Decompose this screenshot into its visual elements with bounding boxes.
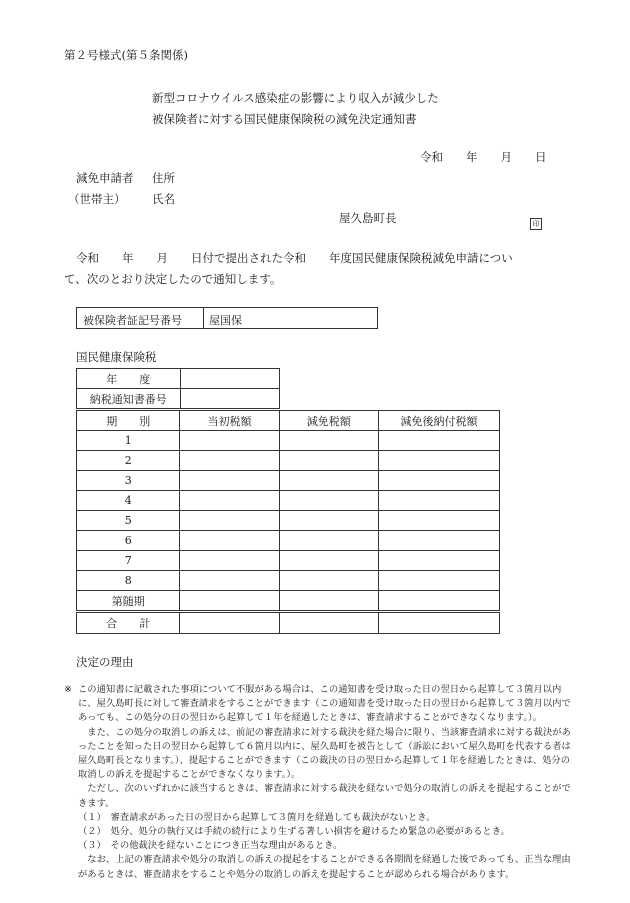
initial-tax-cell[interactable] [180, 531, 279, 551]
note-item-2: （２） 処分、処分の執行又は手続の続行により生ずる著しい損害を避けるため緊急の必要があるとき。 [78, 826, 510, 838]
col-initial-header: 当初税額 [180, 411, 279, 431]
initial-tax-cell[interactable] [180, 511, 279, 531]
reduction-tax-cell[interactable] [279, 591, 378, 612]
name-label: 氏名 [152, 192, 175, 206]
after-tax-cell[interactable] [378, 471, 499, 491]
body-line-2: て、次のとおり決定したので通知します。 [64, 272, 282, 286]
note-item-3: （３） その他裁決を経ないことにつき正当な理由があるとき。 [78, 840, 343, 852]
period-cell: 5 [77, 511, 180, 531]
initial-tax-cell[interactable] [180, 451, 279, 471]
total-reduction-cell[interactable] [279, 612, 378, 634]
table-row [77, 591, 500, 612]
after-tax-cell[interactable] [378, 491, 499, 511]
period-cell: 第随期 [77, 591, 180, 612]
initial-tax-cell[interactable] [180, 551, 279, 571]
tax-section-title: 国民健康保険税 [76, 350, 157, 364]
insured-number-box [76, 307, 378, 329]
period-cell: 4 [77, 491, 180, 511]
period-cell: 7 [77, 551, 180, 571]
initial-tax-cell[interactable] [180, 491, 279, 511]
table-row [77, 431, 500, 451]
after-tax-cell[interactable] [378, 551, 499, 571]
initial-tax-cell[interactable] [180, 431, 279, 451]
note-paragraph-1: この通知書に記載された事項について不服がある場合は、この通知書を受け取った日の翌日から起算して３箇月以内に、屋久島町長に対して審査請求をすることができます（この通知書を受け取った日の翌日から起算して３箇月以内であっても、この処分の日の翌日から起算して１年を経過したときは、審査請求することができなくなります。）。 [78, 684, 571, 724]
table-row [77, 571, 500, 591]
after-tax-cell[interactable] [378, 531, 499, 551]
year-row [77, 369, 280, 389]
reduction-tax-cell[interactable] [279, 531, 378, 551]
col-after-header: 減免後納付税額 [378, 411, 499, 431]
table-row [77, 491, 500, 511]
seal-mark [530, 211, 542, 230]
note-item-1: （１） 審査請求があった日の翌日から起算して３箇月を経過しても裁決がないとき。 [78, 811, 436, 823]
table-row [77, 451, 500, 471]
insured-box-divider [203, 308, 204, 328]
table-row [77, 531, 500, 551]
note-paragraph-4: なお、上記の審査請求や処分の取消しの訴えの提起をすることができる各期間を経過した後であっても、正当な理由があるときは、審査請求をすることや処分の取消しの訴えを提起することが認められる場合があります。 [78, 854, 571, 880]
period-cell: 6 [77, 531, 180, 551]
note-paragraph-3: ただし、次のいずれかに該当するときは、審査請求に対する裁決を経ないで処分の取消しの訴えを提起することができます。 [78, 783, 571, 809]
note-mark: ※ [64, 684, 72, 695]
total-label: 合 計 [77, 612, 180, 634]
title-line-2: 被保険者に対する国民健康保険税の減免決定通知書 [152, 112, 417, 126]
insured-number-label: 被保険者証記号番号 [83, 314, 182, 327]
after-tax-cell[interactable] [378, 451, 499, 471]
reduction-tax-cell[interactable] [279, 451, 378, 471]
period-cell: 1 [77, 431, 180, 451]
tax-amount-table [76, 410, 500, 634]
table-row [77, 551, 500, 571]
form-number: 第２号様式(第５条関係) [64, 48, 188, 62]
reduction-tax-cell[interactable] [279, 491, 378, 511]
table-row [77, 511, 500, 531]
notice-number-value [180, 389, 279, 409]
notice-number-label: 納税通知書番号 [77, 389, 181, 409]
reduction-tax-cell[interactable] [279, 551, 378, 571]
after-tax-cell[interactable] [378, 571, 499, 591]
reduction-tax-cell[interactable] [279, 471, 378, 491]
after-tax-cell[interactable] [378, 511, 499, 531]
initial-tax-cell[interactable] [180, 471, 279, 491]
issue-date: 令和 年 月 日 [420, 150, 547, 164]
reduction-tax-cell[interactable] [279, 431, 378, 451]
seal-char: 印 [530, 218, 542, 230]
reduction-tax-cell[interactable] [279, 571, 378, 591]
address-label: 住所 [152, 171, 175, 185]
notes-section [64, 683, 574, 882]
notice-number-row [77, 389, 280, 409]
year-notice-table [76, 368, 280, 409]
initial-tax-cell[interactable] [180, 571, 279, 591]
title-line-1: 新型コロナウイルス感染症の影響により収入が減少した [152, 91, 439, 105]
period-cell: 8 [77, 571, 180, 591]
after-tax-cell[interactable] [378, 431, 499, 451]
reason-label: 決定の理由 [76, 655, 134, 669]
note-paragraph-2: また、この処分の取消しの訴えは、前記の審査請求に対する裁決を経た場合に限り、当該審査請求に対する裁決があったことを知った日の翌日から起算して６箇月以内に、屋久島町を被告として（訴訟において屋久島町を代表する者は屋久島町長となります。）、提起することができます（この裁決の日の翌日から起算して１年を経過したときは、処分の取消しの訴えを提起することができなくなります。）。 [78, 726, 571, 781]
initial-tax-cell[interactable] [180, 591, 279, 612]
householder-label: （世帯主） [68, 192, 126, 206]
body-line-1: 令和 年 月 日付で提出された令和 年度国民健康保険税減免申請につい [76, 251, 513, 265]
after-tax-cell[interactable] [378, 591, 499, 612]
header-row [77, 411, 500, 431]
period-cell: 2 [77, 451, 180, 471]
year-label: 年 度 [77, 369, 181, 389]
table-row [77, 471, 500, 491]
year-value [180, 369, 279, 389]
total-initial-cell[interactable] [180, 612, 279, 634]
issuer-title: 屋久島町長 [339, 211, 397, 225]
total-after-cell[interactable] [378, 612, 499, 634]
insured-number-value: 屋国保 [209, 314, 242, 327]
col-period-header: 期 別 [77, 411, 180, 431]
applicant-label: 減免申請者 [76, 171, 134, 185]
total-row [77, 612, 500, 634]
col-reduction-header: 減免税額 [279, 411, 378, 431]
period-cell: 3 [77, 471, 180, 491]
reduction-tax-cell[interactable] [279, 511, 378, 531]
